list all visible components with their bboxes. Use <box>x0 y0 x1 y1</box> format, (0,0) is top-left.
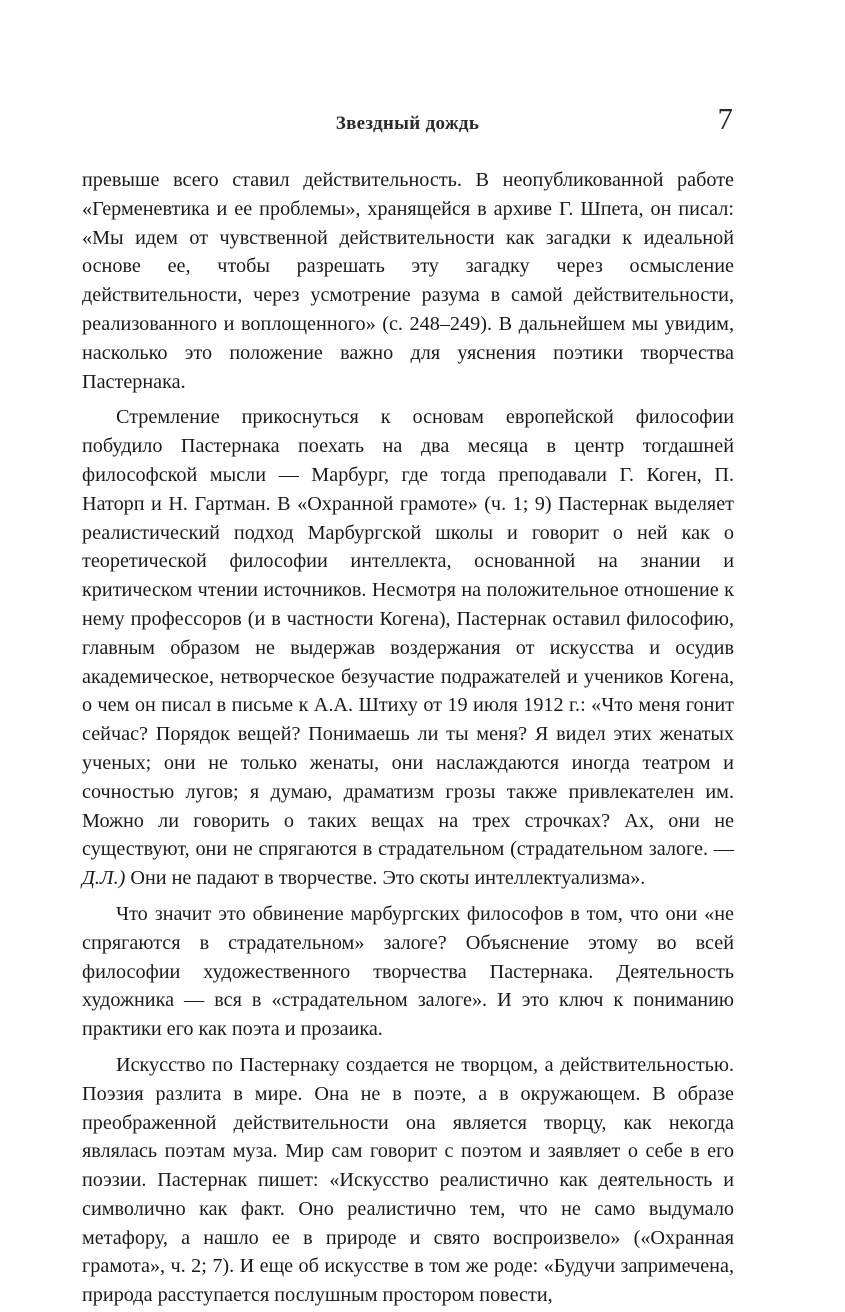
paragraph-text: превыше всего ставил действительность. В неопубликованной работе «Герменевтика и ее проблемы», хранящейся в архиве Г. Шпета, он писал: «Мы идем от чувственной действительности как загадки к идеальной основе ее, чтобы разрешать эту загадку через осмысление действительности, через усмотрение разума в самой действительности, реализованного и воплощенного» (с. 248–249). В дальнейшем мы увидим, насколько это положение важно для уяснения поэтики творчества Пастернака. <box>82 169 734 393</box>
paragraph-2 <box>82 403 734 893</box>
page-number: 7 <box>717 101 733 136</box>
running-header <box>0 101 845 143</box>
paragraph-3 <box>82 900 734 1044</box>
paragraph-text-tail: Они не падают в творчестве. Это скоты интеллектуализма». <box>125 867 646 890</box>
paragraph-text: Что значит это обвинение марбургских философов в том, что они «не спрягаются в страдательном» залоге? Объяснение этому во всей философии художественного творчества Пастернака. Деятельность художника — вся в «страдательном залоге». И это ключ к пониманию практики его как поэта и прозаика. <box>82 902 734 1041</box>
paragraph-text: Искусство по Пастернаку создается не творцом, а действительностью. Поэзия разлита в мире. Она не в поэте, а в окружающем. В образе преображенной действительности она является творцу, как некогда являлась поэтам муза. Мир сам говорит с поэтом и заявляет о себе в его поэзии. Пастернак пишет: «Искусство реалистично как деятельность и символично как факт. Оно реалистично тем, что не само выдумало метафору, а нашло ее в природе и свято воспроизвело» («Охранная грамота», ч. 2; 7). И еще об искусстве в том же роде: «Будучи запримечена, природа расступается послушным простором повести, <box>82 1053 734 1307</box>
author-initials: Д.Л.) <box>82 867 126 890</box>
body-text <box>82 166 734 1310</box>
paragraph-text: Стремление прикоснуться к основам европейской философии побудило Пастернака поехать на два месяца в центр тогдашней философской мысли — Марбург, где тогда преподавали Г. Коген, П. Наторп и Н. Гартман. В «Охранной грамоте» (ч. 1; 9) Пастернак выделяет реалистический подход Марбургской школы и говорит о ней как о теоретической философии интеллекта, основанной на знании и критическом чтении источников. Несмотря на положительное отношение к нему профессоров (и в частности Когена), Пастернак оставил философию, главным образом не выдержав воздержания от искусства и осудив академическое, нетворческое безучастие подражателей и учеников Когена, о чем он писал в письме к А.А. Штиху от 19 июля 1912 г.: «Что меня гонит сейчас? Порядок вещей? Понимаешь ли ты меня? Я видел этих женатых ученых; они не только женаты, они наслаждаются иногда театром и сочностью лугов; я думаю, драматизм грозы также привлекателен им. Можно ли говорить о таких вещах на трех строчках? Ах, они не существуют, они не спрягаются в страдательном (страдательном залоге. — <box>82 406 734 861</box>
paragraph-1 <box>82 166 734 396</box>
paragraph-4 <box>82 1051 734 1310</box>
running-title: Звездный дождь <box>335 113 480 134</box>
